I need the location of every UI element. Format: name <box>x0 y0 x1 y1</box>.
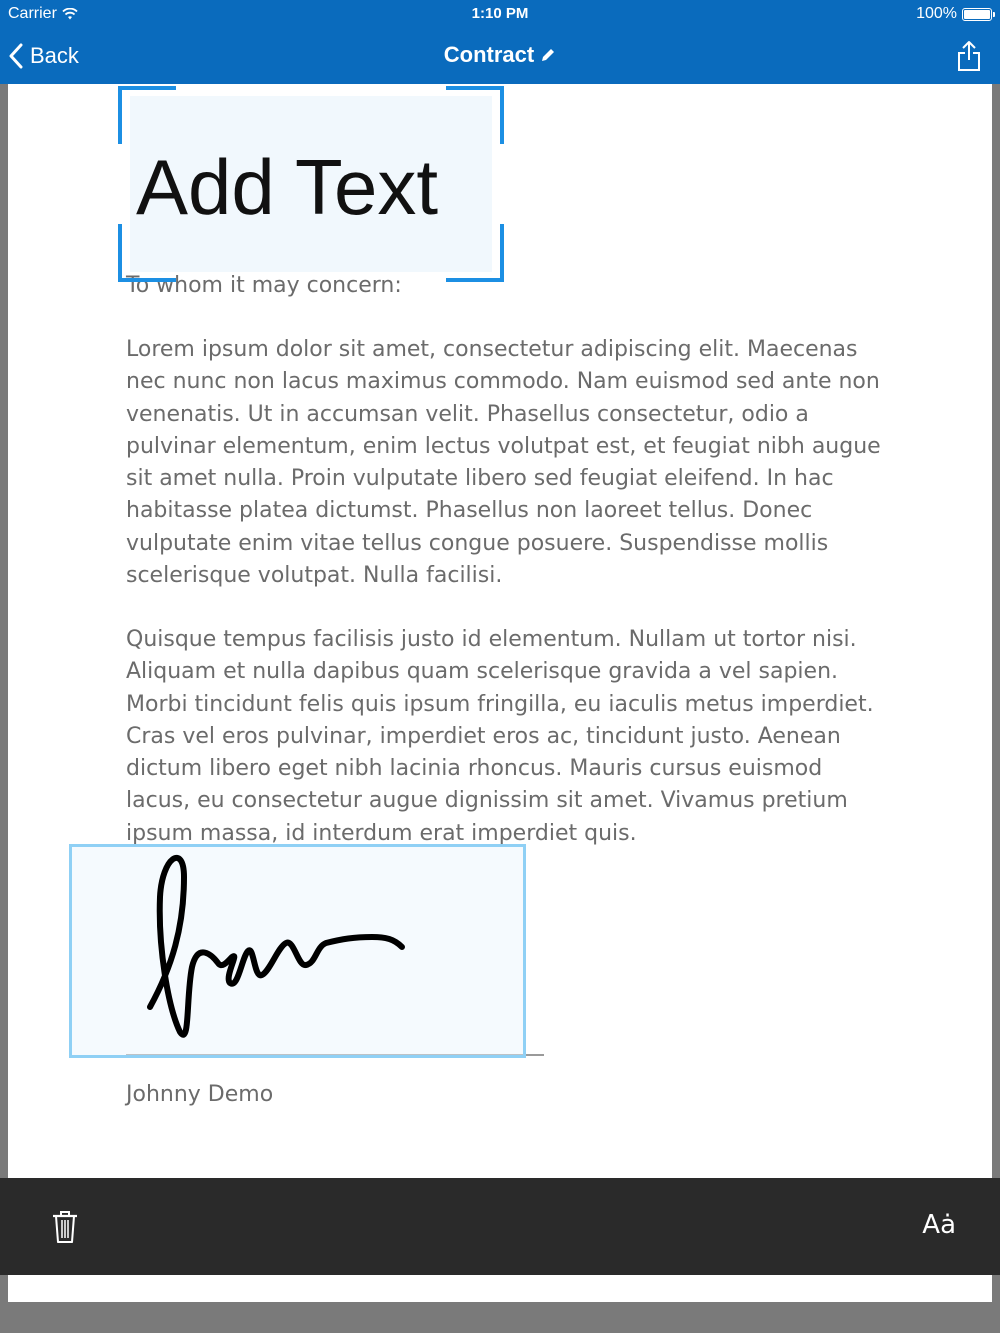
text-annotation-label[interactable]: Add Text <box>136 143 439 231</box>
document-page[interactable] <box>8 84 992 1302</box>
resize-handle-top-right[interactable] <box>446 86 504 144</box>
body-paragraph-2: Quisque tempus facilisis justo id elementum. Nullam ut tortor nisi. Aliquam et nulla dapibus quam scelerisque gravida a vel sapien. Morbi tincidunt felis quis ipsum fringilla, eu iaculis metus imperdiet. Cras vel eros pulvinar, imperdiet eros ac, tincidunt justo. Aenean dictum libero eget nibh lacinia rhoncus. Mauris cursus euismod lacus, eu consectetur augue dignissim sit amet. Vivamus pretium ipsum massa, id interdum erat imperdiet quis. <box>126 627 874 846</box>
body-paragraph-1: Lorem ipsum dolor sit amet, consectetur adipiscing elit. Maecenas nec nunc non lacus maximus commodo. Nam euismod sed ante non venenatis. Ut in accumsan velit. Phasellus consectetur, odio a pulvinar elementum, enim lectus volutpat est, et feugiat nibh augue sit amet nulla. Proin vulputate libero sed feugiat eleifend. In hac habitasse platea dictumst. Phasellus non laoreet tellus. Donec vulputate enim vitae tellus congue posuere. Suspendisse mollis scelerisque volutpat. Nulla facilisi. <box>126 337 881 589</box>
back-label: Back <box>30 43 79 68</box>
share-icon[interactable] <box>956 40 982 72</box>
carrier-label: Carrier <box>8 5 57 22</box>
signature-annotation[interactable] <box>69 844 526 1058</box>
page-title: Contract <box>443 42 535 67</box>
title-area[interactable] <box>0 42 1000 68</box>
signer-name: Johnny Demo <box>126 1082 274 1107</box>
navigation-bar <box>0 28 1000 84</box>
battery-icon <box>962 8 992 21</box>
bottom-toolbar <box>0 1178 1000 1275</box>
resize-handle-bottom-left[interactable] <box>118 224 176 282</box>
top-bar <box>0 0 1000 84</box>
font-style-button[interactable]: Aȧ <box>922 1210 956 1240</box>
resize-handle-bottom-right[interactable] <box>446 224 504 282</box>
battery-group <box>916 5 992 23</box>
pencil-icon[interactable] <box>540 47 556 63</box>
resize-handle-top-left[interactable] <box>118 86 176 144</box>
greeting-text: To whom it may concern: <box>126 273 402 298</box>
battery-percent: 100% <box>916 5 957 22</box>
clock: 1:10 PM <box>471 5 529 22</box>
text-annotation[interactable] <box>118 86 504 282</box>
signature-drawing <box>72 847 523 1055</box>
trash-icon[interactable] <box>50 1210 80 1244</box>
status-bar <box>0 0 1000 28</box>
